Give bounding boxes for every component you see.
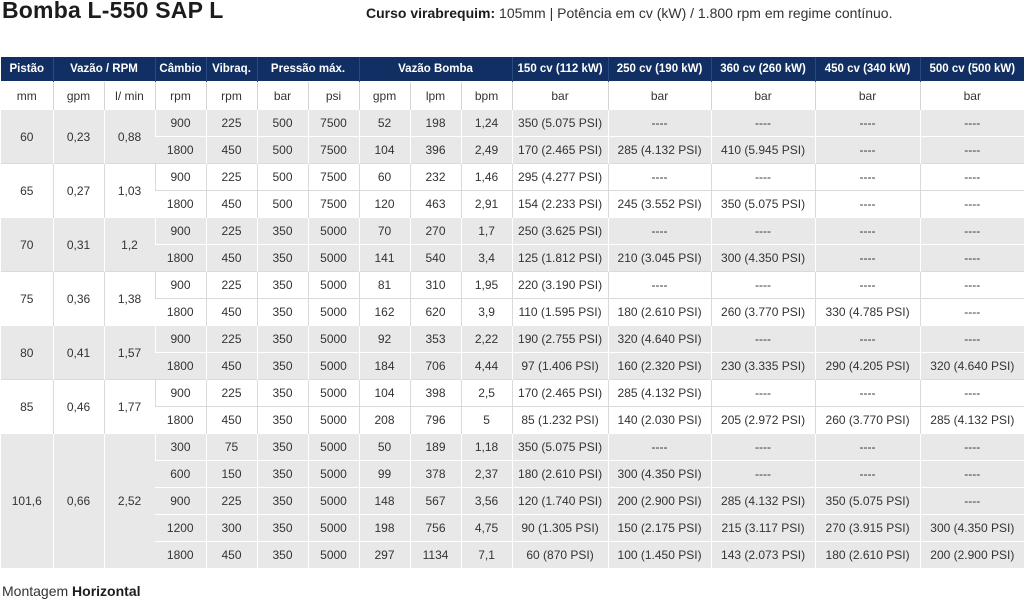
table-cell: ---- <box>608 434 711 461</box>
table-row <box>1 461 1024 488</box>
table-cell: 900 <box>155 164 206 191</box>
table-cell: 2,37 <box>461 461 512 488</box>
table-cell: ---- <box>920 137 1024 164</box>
table-cell: 350 <box>257 461 308 488</box>
table-row <box>1 164 1024 191</box>
flow-lmin-cell: 1,2 <box>104 218 155 272</box>
table-cell: 270 (3.915 PSI) <box>815 515 920 542</box>
header-max-pressure: Pressão máx. <box>257 57 359 82</box>
table-row <box>1 326 1024 353</box>
table-cell: 600 <box>155 461 206 488</box>
table-cell: 5000 <box>308 353 359 380</box>
table-cell: 500 <box>257 164 308 191</box>
table-row <box>1 299 1024 326</box>
table-cell: 350 <box>257 326 308 353</box>
table-cell: 320 (4.640 PSI) <box>608 326 711 353</box>
table-cell: 285 (4.132 PSI) <box>711 488 815 515</box>
table-cell: 225 <box>206 164 257 191</box>
table-cell: 225 <box>206 218 257 245</box>
table-cell: 208 <box>359 407 410 434</box>
table-cell: 450 <box>206 353 257 380</box>
table-cell: 125 (1.812 PSI) <box>512 245 608 272</box>
table-cell: 140 (2.030 PSI) <box>608 407 711 434</box>
table-cell: ---- <box>711 218 815 245</box>
table-cell: 350 <box>257 515 308 542</box>
table-row <box>1 218 1024 245</box>
table-cell: 220 (3.190 PSI) <box>512 272 608 299</box>
table-cell: 180 (2.610 PSI) <box>512 461 608 488</box>
table-cell: 300 (4.350 PSI) <box>920 515 1024 542</box>
table-cell: 120 <box>359 191 410 218</box>
flow-gpm-cell: 0,66 <box>53 434 104 569</box>
table-cell: 3,9 <box>461 299 512 326</box>
unit-cell: rpm <box>206 82 257 110</box>
table-cell: 295 (4.277 PSI) <box>512 164 608 191</box>
table-cell: 81 <box>359 272 410 299</box>
table-cell: 320 (4.640 PSI) <box>920 353 1024 380</box>
unit-cell: l/ min <box>104 82 155 110</box>
table-cell: 300 (4.350 PSI) <box>608 461 711 488</box>
subtitle-label: Curso virabrequim: <box>366 5 496 21</box>
table-cell: 148 <box>359 488 410 515</box>
table-row <box>1 542 1024 569</box>
table-cell: 1800 <box>155 407 206 434</box>
table-row <box>1 245 1024 272</box>
table-cell: 450 <box>206 542 257 569</box>
piston-group <box>1 218 1024 272</box>
table-cell: 160 (2.320 PSI) <box>608 353 711 380</box>
table-cell: 350 <box>257 488 308 515</box>
table-cell: 300 <box>206 515 257 542</box>
table-cell: 3,4 <box>461 245 512 272</box>
table-cell: 350 <box>257 407 308 434</box>
flow-lmin-cell: 0,88 <box>104 110 155 164</box>
table-cell: ---- <box>920 461 1024 488</box>
table-cell: 5000 <box>308 299 359 326</box>
flow-gpm-cell: 0,31 <box>53 218 104 272</box>
table-cell: ---- <box>815 326 920 353</box>
table-cell: 463 <box>410 191 461 218</box>
table-cell: 450 <box>206 191 257 218</box>
table-cell: ---- <box>920 245 1024 272</box>
table-cell: 350 <box>257 380 308 407</box>
table-cell: 290 (4.205 PSI) <box>815 353 920 380</box>
piston-diameter-cell: 101,6 <box>1 434 53 569</box>
header-250cv: 250 cv (190 kW) <box>608 57 711 82</box>
header-450cv: 450 cv (340 kW) <box>815 57 920 82</box>
table-cell: 900 <box>155 488 206 515</box>
specifications-table <box>1 57 1024 568</box>
subtitle-text: 105mm | Potência em cv (kW) / 1.800 rpm em regime contínuo. <box>499 5 893 21</box>
unit-cell: bpm <box>461 82 512 110</box>
table-cell: ---- <box>815 191 920 218</box>
table-cell: 92 <box>359 326 410 353</box>
table-cell: 150 (2.175 PSI) <box>608 515 711 542</box>
unit-cell: bar <box>512 82 608 110</box>
piston-diameter-cell: 70 <box>1 218 53 272</box>
table-cell: 620 <box>410 299 461 326</box>
table-row <box>1 191 1024 218</box>
table-cell: ---- <box>920 218 1024 245</box>
flow-gpm-cell: 0,27 <box>53 164 104 218</box>
table-cell: ---- <box>815 434 920 461</box>
table-cell: 500 <box>257 137 308 164</box>
table-cell: ---- <box>920 299 1024 326</box>
unit-cell: lpm <box>410 82 461 110</box>
table-cell: 7500 <box>308 110 359 137</box>
table-cell: 1,46 <box>461 164 512 191</box>
table-cell: 350 (5.075 PSI) <box>711 191 815 218</box>
piston-diameter-cell: 75 <box>1 272 53 326</box>
table-cell: 2,22 <box>461 326 512 353</box>
piston-diameter-cell: 80 <box>1 326 53 380</box>
table-cell: 900 <box>155 326 206 353</box>
flow-lmin-cell: 1,77 <box>104 380 155 434</box>
table-cell: 330 (4.785 PSI) <box>815 299 920 326</box>
table-cell: 162 <box>359 299 410 326</box>
table-cell: 5000 <box>308 218 359 245</box>
table-cell: 1800 <box>155 245 206 272</box>
table-cell: ---- <box>711 461 815 488</box>
table-cell: 1,95 <box>461 272 512 299</box>
table-cell: 1800 <box>155 353 206 380</box>
table-cell: 450 <box>206 245 257 272</box>
table-cell: 450 <box>206 299 257 326</box>
unit-cell: bar <box>711 82 815 110</box>
table-cell: 60 (870 PSI) <box>512 542 608 569</box>
table-cell: ---- <box>920 326 1024 353</box>
table-cell: 2,49 <box>461 137 512 164</box>
table-cell: ---- <box>815 164 920 191</box>
table-cell: 285 (4.132 PSI) <box>608 380 711 407</box>
table-cell: 1800 <box>155 299 206 326</box>
table-cell: 500 <box>257 110 308 137</box>
piston-group <box>1 434 1024 569</box>
table-cell: 198 <box>410 110 461 137</box>
table-cell: 230 (3.335 PSI) <box>711 353 815 380</box>
table-cell: 250 (3.625 PSI) <box>512 218 608 245</box>
table-cell: 310 <box>410 272 461 299</box>
table-cell: ---- <box>711 164 815 191</box>
table-cell: ---- <box>608 272 711 299</box>
table-cell: 5000 <box>308 380 359 407</box>
table-cell: 75 <box>206 434 257 461</box>
table-cell: 5000 <box>308 272 359 299</box>
table-cell: 143 (2.073 PSI) <box>711 542 815 569</box>
table-cell: ---- <box>711 380 815 407</box>
table-cell: 110 (1.595 PSI) <box>512 299 608 326</box>
header-piston: Pistão <box>1 57 53 82</box>
table-cell: 141 <box>359 245 410 272</box>
table-cell: 100 (1.450 PSI) <box>608 542 711 569</box>
flow-lmin-cell: 1,38 <box>104 272 155 326</box>
unit-cell: psi <box>308 82 359 110</box>
table-cell: ---- <box>815 272 920 299</box>
table-cell: ---- <box>920 272 1024 299</box>
table-cell: 5000 <box>308 461 359 488</box>
table-cell: 350 <box>257 272 308 299</box>
table-row <box>1 272 1024 299</box>
table-cell: 410 (5.945 PSI) <box>711 137 815 164</box>
table-cell: 4,44 <box>461 353 512 380</box>
table-cell: 540 <box>410 245 461 272</box>
page-subtitle <box>366 5 892 21</box>
table-cell: 350 <box>257 434 308 461</box>
units-row <box>1 82 1024 110</box>
table-cell: 180 (2.610 PSI) <box>608 299 711 326</box>
table-cell: 450 <box>206 407 257 434</box>
table-cell: 900 <box>155 110 206 137</box>
table-cell: 1,24 <box>461 110 512 137</box>
piston-diameter-cell: 60 <box>1 110 53 164</box>
table-cell: 104 <box>359 380 410 407</box>
header-pump-flow: Vazão Bomba <box>359 57 512 82</box>
table-cell: 104 <box>359 137 410 164</box>
table-row <box>1 353 1024 380</box>
table-cell: 5000 <box>308 515 359 542</box>
table-cell: 99 <box>359 461 410 488</box>
header-gearbox: Câmbio <box>155 57 206 82</box>
table-cell: 5000 <box>308 542 359 569</box>
table-cell: 7500 <box>308 191 359 218</box>
header-crankshaft: Vibraq. <box>206 57 257 82</box>
unit-cell: mm <box>1 82 53 110</box>
table-cell: 260 (3.770 PSI) <box>815 407 920 434</box>
table-cell: 1200 <box>155 515 206 542</box>
table-cell: ---- <box>815 218 920 245</box>
table-cell: 7500 <box>308 164 359 191</box>
table-cell: 1800 <box>155 191 206 218</box>
table-cell: 50 <box>359 434 410 461</box>
table-cell: 198 <box>359 515 410 542</box>
table-cell: ---- <box>815 110 920 137</box>
table-cell: 2,91 <box>461 191 512 218</box>
piston-diameter-cell: 65 <box>1 164 53 218</box>
header-150cv: 150 cv (112 kW) <box>512 57 608 82</box>
table-cell: 270 <box>410 218 461 245</box>
table-cell: ---- <box>920 488 1024 515</box>
unit-cell: bar <box>257 82 308 110</box>
table-cell: 3,56 <box>461 488 512 515</box>
table-cell: 350 <box>257 218 308 245</box>
table-cell: 5000 <box>308 434 359 461</box>
table-cell: 2,5 <box>461 380 512 407</box>
table-cell: 60 <box>359 164 410 191</box>
table-cell: 97 (1.406 PSI) <box>512 353 608 380</box>
table-cell: ---- <box>815 137 920 164</box>
table-cell: 184 <box>359 353 410 380</box>
table-cell: 297 <box>359 542 410 569</box>
piston-group <box>1 380 1024 434</box>
flow-gpm-cell: 0,46 <box>53 380 104 434</box>
table-cell: 450 <box>206 137 257 164</box>
table-cell: 900 <box>155 380 206 407</box>
table-cell: ---- <box>815 245 920 272</box>
unit-cell: bar <box>920 82 1024 110</box>
table-cell: 900 <box>155 218 206 245</box>
header-500cv: 500 cv (500 kW) <box>920 57 1024 82</box>
table-cell: 900 <box>155 272 206 299</box>
table-cell: 225 <box>206 488 257 515</box>
flow-lmin-cell: 2,52 <box>104 434 155 569</box>
table-cell: 350 (5.075 PSI) <box>815 488 920 515</box>
unit-cell: gpm <box>359 82 410 110</box>
table-cell: 5000 <box>308 407 359 434</box>
table-cell: 225 <box>206 326 257 353</box>
table-cell: 5 <box>461 407 512 434</box>
table-row <box>1 110 1024 137</box>
piston-group <box>1 272 1024 326</box>
table-cell: 85 (1.232 PSI) <box>512 407 608 434</box>
table-cell: ---- <box>815 380 920 407</box>
unit-cell: bar <box>815 82 920 110</box>
mounting-value: Horizontal <box>72 583 141 599</box>
flow-lmin-cell: 1,57 <box>104 326 155 380</box>
table-cell: ---- <box>608 218 711 245</box>
table-cell: 225 <box>206 272 257 299</box>
table-cell: 350 <box>257 353 308 380</box>
table-cell: 350 (5.075 PSI) <box>512 110 608 137</box>
unit-cell: rpm <box>155 82 206 110</box>
flow-gpm-cell: 0,36 <box>53 272 104 326</box>
table-cell: 120 (1.740 PSI) <box>512 488 608 515</box>
table-cell: 300 (4.350 PSI) <box>711 245 815 272</box>
table-cell: 1,18 <box>461 434 512 461</box>
table-cell: 7500 <box>308 137 359 164</box>
table-cell: ---- <box>920 434 1024 461</box>
table-cell: ---- <box>711 326 815 353</box>
table-cell: 200 (2.900 PSI) <box>920 542 1024 569</box>
table-cell: 70 <box>359 218 410 245</box>
table-cell: 232 <box>410 164 461 191</box>
table-cell: 756 <box>410 515 461 542</box>
table-cell: ---- <box>711 434 815 461</box>
table-cell: 150 <box>206 461 257 488</box>
table-cell: 5000 <box>308 326 359 353</box>
table-cell: 170 (2.465 PSI) <box>512 380 608 407</box>
table-cell: 350 <box>257 245 308 272</box>
table-cell: 353 <box>410 326 461 353</box>
table-cell: 796 <box>410 407 461 434</box>
table-cell: ---- <box>608 110 711 137</box>
table-cell: ---- <box>920 110 1024 137</box>
table-cell: 300 <box>155 434 206 461</box>
table-cell: 4,75 <box>461 515 512 542</box>
table-cell: 1800 <box>155 137 206 164</box>
table-row <box>1 137 1024 164</box>
flow-lmin-cell: 1,03 <box>104 164 155 218</box>
table-row <box>1 434 1024 461</box>
table-cell: 245 (3.552 PSI) <box>608 191 711 218</box>
table-cell: 260 (3.770 PSI) <box>711 299 815 326</box>
table-cell: 350 (5.075 PSI) <box>512 434 608 461</box>
table-cell: ---- <box>608 164 711 191</box>
table-cell: 225 <box>206 110 257 137</box>
table-cell: ---- <box>920 380 1024 407</box>
table-cell: 190 (2.755 PSI) <box>512 326 608 353</box>
table-cell: 215 (3.117 PSI) <box>711 515 815 542</box>
table-cell: 7,1 <box>461 542 512 569</box>
table-row <box>1 407 1024 434</box>
table-cell: 52 <box>359 110 410 137</box>
table-cell: 154 (2.233 PSI) <box>512 191 608 218</box>
flow-gpm-cell: 0,23 <box>53 110 104 164</box>
table-cell: 1800 <box>155 542 206 569</box>
table-cell: 170 (2.465 PSI) <box>512 137 608 164</box>
header-flow-rpm: Vazão / RPM <box>53 57 155 82</box>
table-cell: 5000 <box>308 488 359 515</box>
header-360cv: 360 cv (260 kW) <box>711 57 815 82</box>
table-cell: 180 (2.610 PSI) <box>815 542 920 569</box>
table-cell: 189 <box>410 434 461 461</box>
piston-group <box>1 164 1024 218</box>
table-row <box>1 380 1024 407</box>
table-cell: 285 (4.132 PSI) <box>608 137 711 164</box>
table-cell: ---- <box>815 461 920 488</box>
table-cell: 706 <box>410 353 461 380</box>
table-cell: 200 (2.900 PSI) <box>608 488 711 515</box>
table-row <box>1 488 1024 515</box>
piston-group <box>1 110 1024 164</box>
header-row <box>1 57 1024 82</box>
unit-cell: gpm <box>53 82 104 110</box>
piston-diameter-cell: 85 <box>1 380 53 434</box>
table-cell: 205 (2.972 PSI) <box>711 407 815 434</box>
mounting-label: Montagem <box>2 583 69 599</box>
table-cell: 350 <box>257 542 308 569</box>
flow-gpm-cell: 0,41 <box>53 326 104 380</box>
table-cell: 398 <box>410 380 461 407</box>
mounting-note <box>2 583 141 599</box>
table-cell: 5000 <box>308 245 359 272</box>
table-cell: 396 <box>410 137 461 164</box>
table-cell: 210 (3.045 PSI) <box>608 245 711 272</box>
table-cell: 378 <box>410 461 461 488</box>
unit-cell: bar <box>608 82 711 110</box>
table-cell: ---- <box>920 164 1024 191</box>
table-cell: ---- <box>920 191 1024 218</box>
table-cell: 350 <box>257 299 308 326</box>
table-cell: 500 <box>257 191 308 218</box>
table-cell: 285 (4.132 PSI) <box>920 407 1024 434</box>
table-cell: 225 <box>206 380 257 407</box>
page-title: Bomba L-550 SAP L <box>2 0 224 23</box>
table-row <box>1 515 1024 542</box>
table-cell: 90 (1.305 PSI) <box>512 515 608 542</box>
table-cell: ---- <box>711 272 815 299</box>
piston-group <box>1 326 1024 380</box>
table-cell: ---- <box>711 110 815 137</box>
table-cell: 1134 <box>410 542 461 569</box>
table-cell: 567 <box>410 488 461 515</box>
table-cell: 1,7 <box>461 218 512 245</box>
